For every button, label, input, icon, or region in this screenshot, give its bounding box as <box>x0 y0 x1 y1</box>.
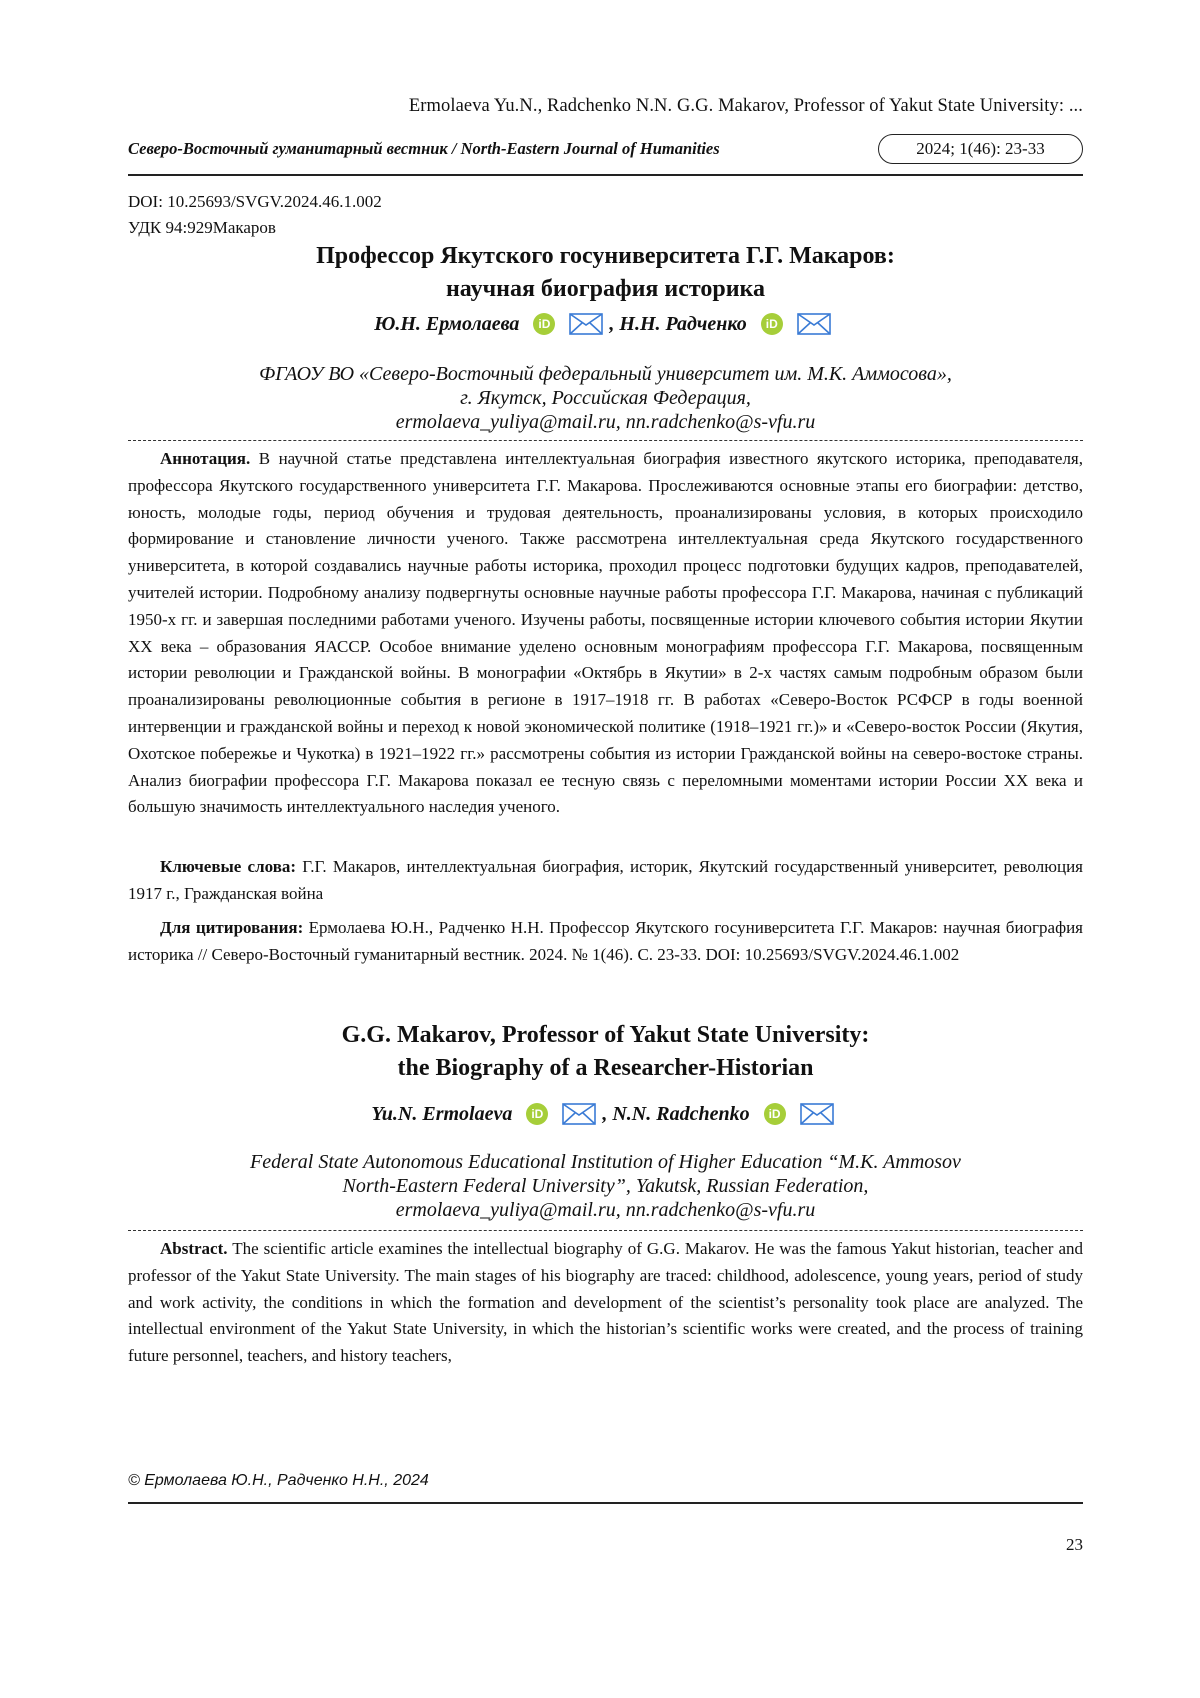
en-author-2: , N.N. Radchenko <box>602 1102 750 1125</box>
ru-citation-label: Для цитирования: <box>160 918 304 937</box>
footer-divider <box>128 1502 1083 1504</box>
en-abstract-text: The scientific article examines the intellectual biography of G.G. Makarov. He was the famous Yakut historian, teacher and professor of the Yakut State University. The main stages of his biography are traced: childhood, adolescence, young years, period of study and work activity, the conditions in which the formation and development of the scientist’s personality took place are analyzed. The intellectual environment of the Yakut State University, in which the historian’s scientific works were created, and the process of training future personnel, teachers, and history teachers, <box>128 1239 1083 1366</box>
ru-author-1: Ю.Н. Ермолаева <box>374 312 520 335</box>
orcid-icon[interactable]: iD <box>764 1103 786 1125</box>
ru-authors <box>128 312 1083 336</box>
ru-title-line-1: Профессор Якутского госуниверситета Г.Г. Макаров: <box>316 243 895 269</box>
en-author-1: Yu.N. Ermolaeva <box>371 1102 513 1125</box>
ru-abstract <box>128 446 1083 821</box>
en-dashed-divider <box>128 1230 1083 1231</box>
en-abstract-label: Abstract. <box>160 1239 228 1258</box>
en-title-line-1: G.G. Makarov, Professor of Yakut State University: <box>341 1022 870 1048</box>
copyright-line: © Ермолаева Ю.Н., Радченко Н.Н., 2024 <box>128 1472 429 1489</box>
en-affil-emails: ermolaeva_yuliya@mail.ru, nn.radchenko@s-vfu.ru <box>395 1199 816 1221</box>
journal-header <box>128 134 1083 174</box>
en-affiliation <box>128 1150 1083 1222</box>
ru-title-line-2: научная биография историка <box>445 276 766 302</box>
en-affil-line-1: Federal State Autonomous Educational Institution of Higher Education “M.K. Ammosov <box>250 1151 961 1173</box>
ru-keywords <box>128 854 1083 908</box>
journal-name: Северо-Восточный гуманитарный вестник / North-Eastern Journal of Humanities <box>128 139 720 158</box>
ru-affil-line-2: г. Якутск, Российская Федерация, <box>460 387 751 409</box>
ru-dashed-divider <box>128 440 1083 441</box>
en-affil-line-2: North-Eastern Federal University”, Yakutsk, Russian Federation, <box>342 1175 869 1197</box>
orcid-icon[interactable]: iD <box>761 313 783 335</box>
running-title: Ermolaeva Yu.N., Radchenko N.N. G.G. Makarov, Professor of Yakut State University: ... <box>408 96 1083 116</box>
ru-citation-text: Ермолаева Ю.Н., Радченко Н.Н. Профессор Якутского госуниверситета Г.Г. Макаров: научная биография историка // Северо-Восточный гуманитарный вестник. 2024. № 1(46). С. 23-33. DOI: 10.25693/SVGV.2024.46.1.002 <box>128 918 1084 964</box>
mail-icon[interactable] <box>797 313 831 335</box>
en-title-line-2: the Biography of a Researcher-Historian <box>397 1055 814 1081</box>
ru-affil-line-1: ФГАОУ ВО «Северо-Восточный федеральный университет им. М.К. Аммосова», <box>259 363 952 385</box>
ru-abstract-label: Аннотация. <box>160 449 251 468</box>
mail-icon[interactable] <box>569 313 603 335</box>
ru-affiliation <box>128 362 1083 434</box>
orcid-icon[interactable]: iD <box>533 313 555 335</box>
page-number: 23 <box>1066 1535 1083 1554</box>
en-authors <box>128 1102 1083 1126</box>
doi-line: DOI: 10.25693/SVGV.2024.46.1.002 <box>128 192 382 211</box>
mail-icon[interactable] <box>562 1103 596 1125</box>
ru-abstract-text: В научной статье представлена интеллектуальная биография известного якутского историка, преподавателя, профессора Якутского государственного университета Г.Г. Макарова. Прослеживаются основные этапы его биографии: детство, юность, молодые годы, период обучения и трудовая деятельность, проанализированы условия, в которых происходило формирование и становление личности ученого. Также рассмотрена интеллектуальная среда Якутского государственного университета, в которой создавались научные работы историка, проходил процесс подготовки будущих кадров, преподавателей, учителей истории. Подробному анализу подвергнуты основные научные работы профессора Г.Г. Макарова, начиная с публикаций 1950-х гг. и завершая последними работами ученого. Изучены работы, посвященные истории ключевого события истории Якутии XX века – образования ЯАССР. Особое внимание уделено основным монографиям профессора Г.Г. Макарова, посвященным истории революции и Гражданской войны. В монографии «Октябрь в Якутии» в 2-х частях самым подробным образом были проанализированы революционные события в регионе в 1917–1918 гг. В работах «Северо-Восток РСФСР в годы военной интервенции и гражданской войны и переход к новой экономической политике (1918–1921 гг.)» и «Северо-восток России (Якутия, Охотское побережье и Чукотка) в 1921–1922 гг.» рассмотрены события из истории Гражданской войны на северо-востоке страны. Анализ биографии профессора Г.Г. Макарова показал ее тесную связь с переломными моментами истории России XX века и большую значимость интеллектуального наследия ученого. <box>128 449 1083 817</box>
issue-badge: 2024; 1(46): 23-33 <box>878 134 1083 164</box>
udk-line: УДК 94:929Макаров <box>128 218 276 237</box>
mail-icon[interactable] <box>800 1103 834 1125</box>
ru-keywords-text: Г.Г. Макаров, интеллектуальная биография, историк, Якутский государственный университет, революция 1917 г., Гражданская война <box>128 857 1083 903</box>
en-title <box>128 1019 1083 1085</box>
ru-author-2: , Н.Н. Радченко <box>609 312 747 335</box>
header-divider <box>128 174 1083 176</box>
ru-citation <box>128 915 1083 969</box>
ru-title <box>128 240 1083 306</box>
ru-keywords-label: Ключевые слова: <box>160 857 297 876</box>
orcid-icon[interactable]: iD <box>526 1103 548 1125</box>
en-abstract <box>128 1236 1083 1370</box>
ru-affil-emails: ermolaeva_yuliya@mail.ru, nn.radchenko@s-vfu.ru <box>395 411 816 433</box>
